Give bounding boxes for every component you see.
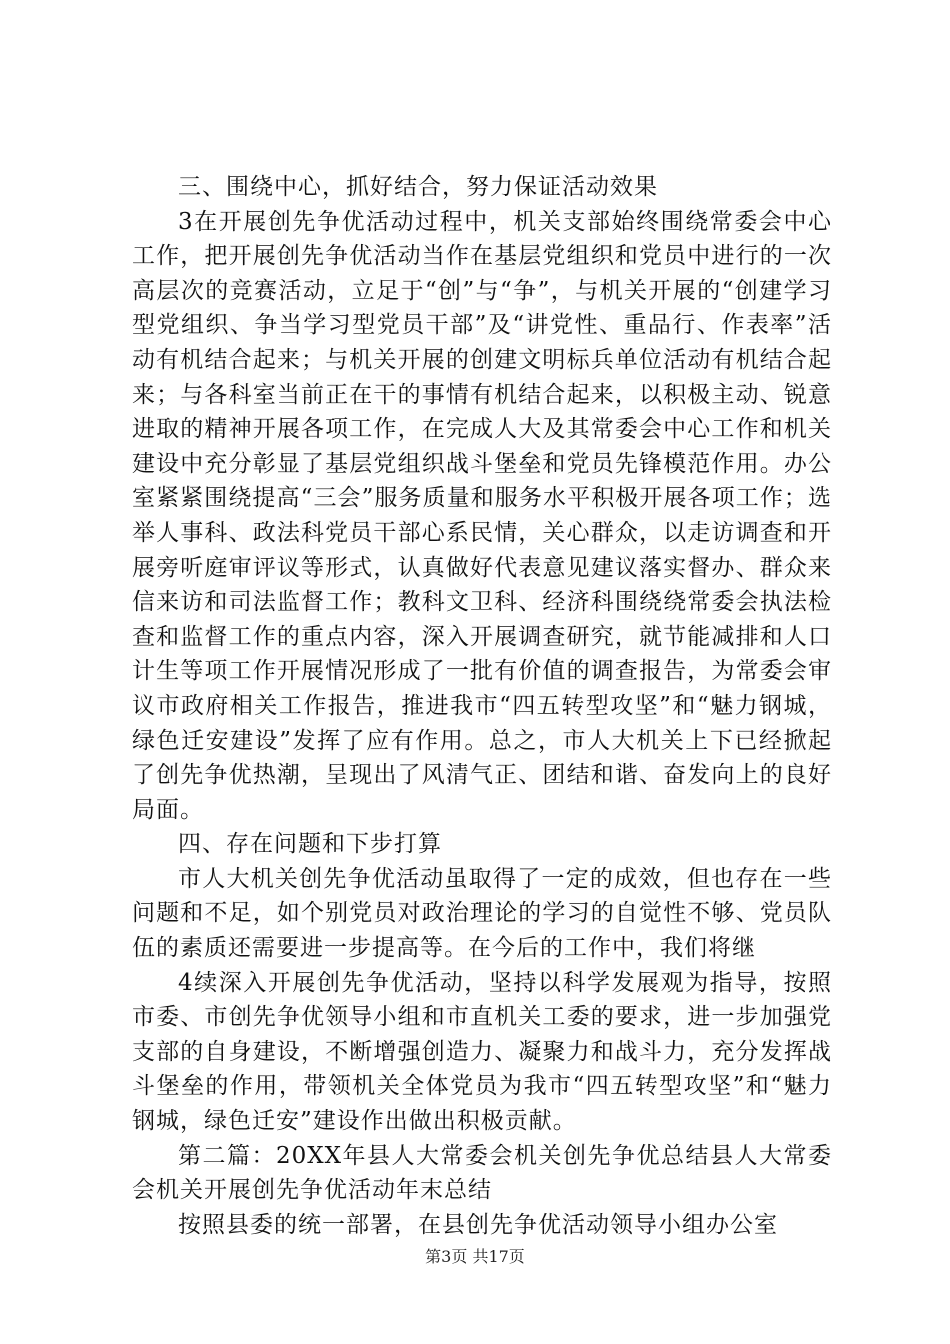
- body-paragraph: 市人大机关创先争优活动虽取得了一定的成效，但也存在一些问题和不足，如个别党员对政治理论的学习的自觉性不够、党员队伍的素质还需要进一步提高等。在今后的工作中，我们将继: [132, 865, 832, 962]
- page-number-footer: 第3页 共17页: [425, 1247, 525, 1266]
- chapter-heading: 第二篇：20XX年县人大常委会机关创先争优总结县人大常委会机关开展创先争优活动年末总结: [132, 1142, 832, 1204]
- body-paragraph: 4续深入开展创先争优活动，坚持以科学发展观为指导，按照市委、市创先争优领导小组和市直机关工委的要求，进一步加强党支部的自身建设，不断增强创造力、凝聚力和战斗力，充分发挥战斗堡垒的作用，带领机关全体党员为我市“四五转型攻坚”和“魅力钢城，绿色迁安”建设作出做出积极贡献。: [132, 969, 832, 1135]
- document-body: [132, 170, 832, 1242]
- body-paragraph: 3在开展创先争优活动过程中，机关支部始终围绕常委会中心工作，把开展创先争优活动当作在基层党组织和党员中进行的一次高层次的竞赛活动，立足于“创”与“争”，与机关开展的“创建学习型党组织、争当学习型党员干部”及“讲党性、重品行、作表率”活动有机结合起来；与机关开展的创建文明标兵单位活动有机结合起来；与各科室当前正在干的事情有机结合起来，以积极主动、锐意进取的精神开展各项工作，在完成人大及其常委会中心工作和机关建设中充分彰显了基层党组织战斗堡垒和党员先锋模范作用。办公室紧紧围绕提高“三会”服务质量和服务水平积极开展各项工作；选举人事科、政法科党员干部心系民情，关心群众，以走访调查和开展旁听庭审评议等形式，认真做好代表意见建议落实督办、群众来信来访和司法监督工作；教科文卫科、经济科围绕绕常委会执法检查和监督工作的重点内容，深入开展调查研究，就节能减排和人口计生等项工作开展情况形成了一批有价值的调查报告，为常委会审议市政府相关工作报告，推进我市“四五转型攻坚”和“魅力钢城，绿色迁安建设”发挥了应有作用。总之，市人大机关上下已经掀起了创先争优热潮，呈现出了风清气正、团结和谐、奋发向上的良好局面。: [132, 208, 832, 823]
- body-paragraph: 按照县委的统一部署，在县创先争优活动领导小组办公室: [178, 1211, 778, 1238]
- section-heading-3: 三、围绕中心，抓好结合，努力保证活动效果: [178, 174, 658, 200]
- section-heading-4: 四、存在问题和下步打算: [178, 831, 442, 858]
